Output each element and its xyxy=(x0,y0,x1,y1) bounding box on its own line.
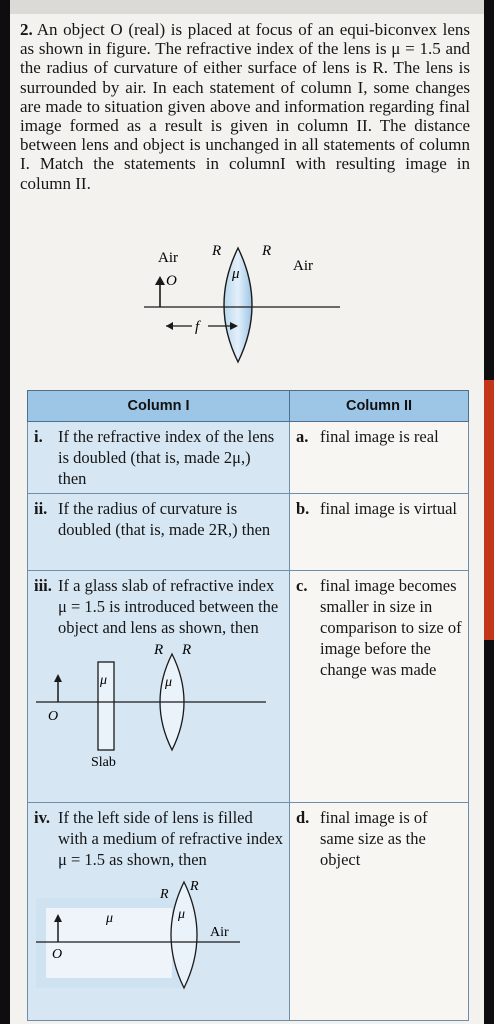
statement-ii xyxy=(28,494,290,571)
page-edge-marker xyxy=(484,380,494,640)
object-label: O xyxy=(166,273,177,289)
column-i-header: Column I xyxy=(28,391,290,422)
match-table xyxy=(27,390,469,1021)
r-left-label: R xyxy=(212,243,222,259)
table-row xyxy=(28,422,469,494)
statement-text: If a glass slab of refractive index μ = 1.5 is introduced between the object and lens as shown, then xyxy=(58,576,279,637)
statement-label: iii. xyxy=(34,576,52,595)
statement-iv xyxy=(28,803,290,1021)
table-row xyxy=(28,571,469,803)
object-label: O xyxy=(48,709,59,724)
table-row xyxy=(28,494,469,571)
lens-figure xyxy=(130,240,360,400)
mu-label: μ xyxy=(232,266,240,282)
result-label: d. xyxy=(296,808,310,827)
object-label: O xyxy=(52,947,63,962)
statement-iii xyxy=(28,571,290,803)
r-left-label: R xyxy=(160,887,169,902)
question-number: 2. xyxy=(20,20,33,39)
question-text: An object O (real) is placed at focus of an equi-biconvex lens as shown in figure. The refractive index of the lens is μ = 1.5 and the radius of curvature of either surface of lens is R. The lens is surrounded by air. In each statement of column I, some changes are made to situation given above and information regarding final image formed as a result is given in column II. The distance between lens and object is unchanged in all statements of column I. Match the statements in columnI with resulting image in column II. xyxy=(20,20,470,193)
question-block xyxy=(20,20,470,193)
table-row xyxy=(28,803,469,1021)
r-right-label: R xyxy=(190,879,199,894)
top-strip xyxy=(10,0,484,14)
air-label: Air xyxy=(210,925,229,940)
slab-figure xyxy=(34,640,270,768)
statement-i xyxy=(28,422,290,494)
r-left-label: R xyxy=(154,642,164,658)
object-arrowhead xyxy=(54,674,62,682)
result-label: c. xyxy=(296,576,308,595)
result-c xyxy=(290,571,469,803)
result-label: a. xyxy=(296,427,309,446)
air-left-label: Air xyxy=(158,250,178,266)
result-a xyxy=(290,422,469,494)
result-text: final image is real xyxy=(320,427,439,446)
result-label: b. xyxy=(296,499,310,518)
result-text: final image becomes smaller in size in comparison to size of image before the change was made xyxy=(320,576,462,679)
r-right-label: R xyxy=(182,642,192,658)
slab-mu-label: μ xyxy=(100,673,108,688)
result-text: final image is of same size as the object xyxy=(320,808,428,869)
air-right-label: Air xyxy=(293,258,313,274)
lens-mu-label: μ xyxy=(178,907,186,922)
statement-text: If the refractive index of the lens is doubled (that is, made 2μ,) then xyxy=(58,427,275,488)
statement-label: ii. xyxy=(34,499,48,518)
result-d xyxy=(290,803,469,1021)
lens-mu-label: μ xyxy=(165,675,173,690)
medium-figure xyxy=(34,878,270,992)
focal-label: f xyxy=(195,319,200,335)
slab-label: Slab xyxy=(91,755,116,768)
table-header-row xyxy=(28,391,469,422)
statement-text: If the radius of curvature is doubled (that is, made 2R,) then xyxy=(58,499,271,539)
r-right-label: R xyxy=(262,243,272,259)
medium-mu-label: μ xyxy=(106,911,114,926)
statement-label: iv. xyxy=(34,808,51,827)
result-text: final image is virtual xyxy=(320,499,458,518)
object-arrowhead xyxy=(155,276,165,285)
result-b xyxy=(290,494,469,571)
statement-label: i. xyxy=(34,427,43,446)
column-ii-header: Column II xyxy=(290,391,469,422)
statement-text: If the left side of lens is filled with a medium of refractive index μ = 1.5 as shown, then xyxy=(58,808,283,869)
